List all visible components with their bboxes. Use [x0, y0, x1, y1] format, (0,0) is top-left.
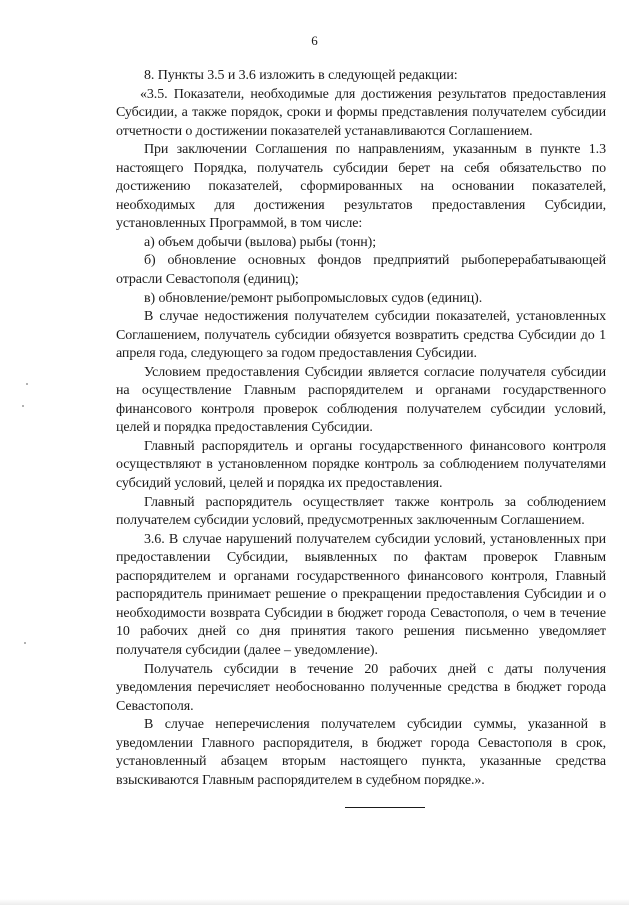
scan-artifact — [24, 642, 26, 644]
document-body — [116, 67, 606, 790]
paragraph-agreement-obligations: При заключении Соглашения по направлениям, указанным в пункте 1.3 настоящего Порядка, получатель субсидии берет на себя обязательство по достижению показателей, сформированных на основании показателей, необходимых для достижения результатов предоставления Субсидии, установленных Программой, в том числе: — [116, 142, 606, 232]
paragraph-non-achievement: В случае недостижения получателем субсидии показателей, установленных Соглашением, получатель субсидии обязуется возвратить средства Субсидии до 1 апреля года, следующего за годом предоставления Субсидии. — [116, 309, 606, 362]
page-number: 6 — [311, 33, 318, 48]
scan-artifact — [22, 405, 24, 407]
paragraph-3-5-intro: «3.5. Показатели, необходимые для достижения результатов предоставления Субсидии, а также порядок, сроки и формы представления получателем субсидии отчетности о достижении показателей устанавливаются Соглашением. — [116, 86, 606, 139]
scan-bottom-edge — [0, 899, 629, 905]
list-item-b: б) обновление основных фондов предприятий рыбоперерабатывающей отрасли Севастополя (единиц); — [116, 253, 606, 288]
list-item-v: в) обновление/ремонт рыбопромысловых судов (единиц). — [144, 290, 483, 306]
paragraph-3-6-violations: 3.6. В случае нарушений получателем субсидии условий, установленных при предоставлении Субсидии, выявленных по фактам проверок Главным распорядителем и органами государственного финансового контроля, Главный распорядитель принимает решение о прекращении предоставления Субсидии и о необходимости возврата Субсидии в бюджет города Севастополя, о чем в течение 10 рабочих дней со дня принятия такого решения письменно уведомляет получателя субсидии (далее – уведомление). — [116, 531, 606, 658]
list-item-a: а) объем добычи (вылова) рыбы (тонн); — [144, 234, 376, 250]
scan-artifact — [26, 383, 28, 385]
paragraph-condition-consent: Условием предоставления Субсидии является согласие получателя субсидии на осуществление Главным распорядителем и органами государственного финансового контроля проверок соблюдения получателем субсидии условий, целей и порядка предоставления Субсидии. — [116, 364, 606, 436]
paragraph-return-funds: Получатель субсидии в течение 20 рабочих дней с даты получения уведомления перечисляет необоснованно полученные средства в бюджет города Севастополя. — [116, 661, 606, 714]
paragraph-item-8-heading: 8. Пункты 3.5 и 3.6 изложить в следующей редакции: — [144, 68, 458, 83]
paragraph-main-administrator-control: Главный распорядитель осуществляет также контроль за соблюдением получателем субсидии условий, предусмотренных заключенным Соглашением. — [116, 494, 606, 529]
closing-divider — [345, 807, 425, 808]
paragraph-judicial-recovery: В случае неперечисления получателем субсидии суммы, указанной в уведомлении Главного распорядителя, в бюджет города Севастополя в срок, установленный абзацем вторым настоящего пункта, указанные средства взыскиваются Главным распорядителем в судебном порядке.». — [116, 717, 606, 788]
paragraph-control-bodies: Главный распорядитель и органы государственного финансового контроля осуществляют в установленном порядке контроль за соблюдением получателями субсидий условий, целей и порядка их предоставления. — [116, 438, 606, 492]
